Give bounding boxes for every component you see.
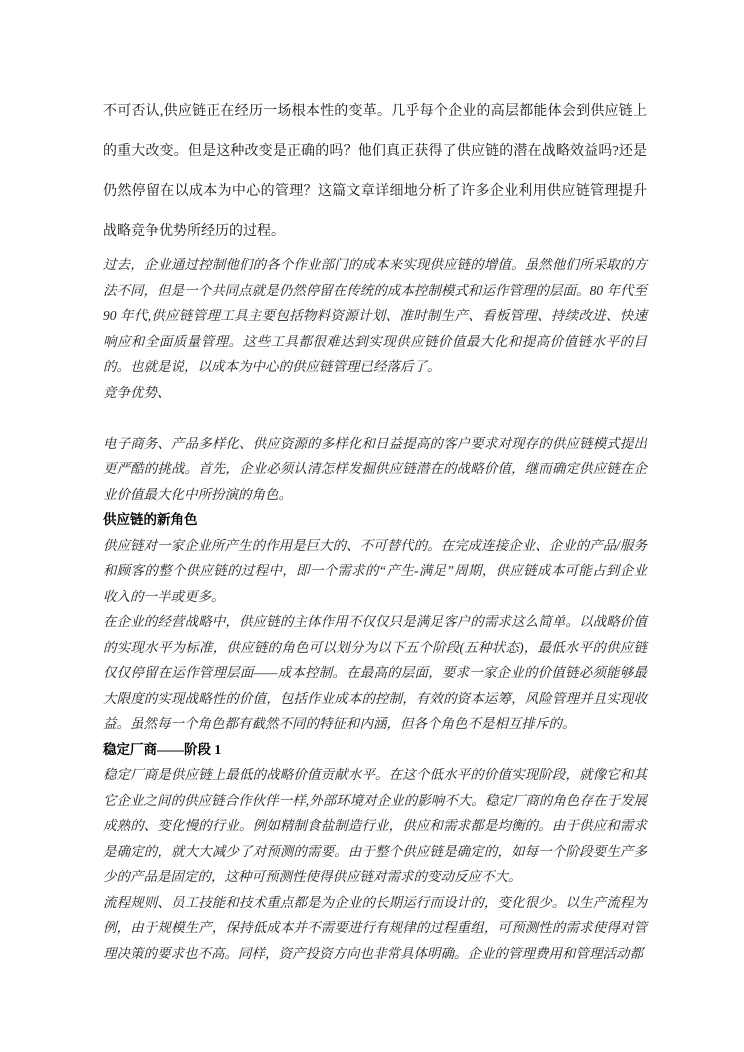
document-body	[103, 92, 647, 966]
paragraph: 在企业的经营战略中，供应链的主体作用不仅仅只是满足客户的需求这么简单。以战略价值的实现水平为标准，供应链的角色可以划分为以下五个阶段(五种状态)，最低水平的供应链仅仅停留在运作管理层面——成本控制。在最高的层面，要求一家企业的价值链必须能够最大限度的实现战略性的价值，包括作业成本的控制，有效的资本运筹，风险管理并且实现收益。虽然每一个角色都有截然不同的特征和内涵，但各个角色不是相互排斥的。	[103, 614, 647, 731]
paragraph: 稳定厂商是供应链上最低的战略价值贡献水平。在这个低水平的价值实现阶段，就像它和其它企业之间的供应链合作伙伴一样,外部环境对企业的影响不大。稳定厂商的角色存在于发展成熟的、变化慢的行业。例如精制食盐制造行业，供应和需求都是均衡的。由于供应和需求是确定的，就大大减少了对预测的需要。由于整个供应链是确定的，如每一个阶段要生产多少的产品是固定的，这种可预测性使得供应链对需求的变动反应不大。	[103, 767, 647, 884]
paragraph: 竞争优势、	[103, 384, 171, 400]
paragraph: 流程规则、员工技能和技术重点都是为企业的长期运行而设计的，变化很少。以生产流程为例，由于规模生产，保持低成本并不需要进行有规律的过程重组，可预测性的需求使得对管理决策的要求也不高。同样，资产投资方向也非常具体明确。企业的管理费用和管理活动都	[103, 894, 647, 961]
section-heading: 供应链的新角色	[103, 512, 198, 527]
paragraph: 供应链对一家企业所产生的作用是巨大的、不可替代的。在完成连接企业、企业的产品/服务和顾客的整个供应链的过程中，即一个需求的“产生-满足”周期，供应链成本可能占到企业收入的一半或更多。	[103, 537, 647, 604]
blank-line	[103, 405, 647, 431]
intro-paragraph: 不可否认,供应链正在经历一场根本性的变革。几乎每个企业的高层都能体会到供应链上的重大改变。但是这种改变是正确的吗？他们真正获得了供应链的潜在战略效益吗?还是仍然停留在以成本为中心的管理？这篇文章详细地分析了许多企业利用供应链管理提升战略竞争优势所经历的过程。	[103, 104, 647, 239]
paragraph: 电子商务、产品多样化、供应资源的多样化和日益提高的客户要求对现存的供应链模式提出更严酷的挑战。首先，企业必须认清怎样发掘供应链潜在的战略价值，继而确定供应链在企业价值最大化中所扮演的角色。	[103, 435, 647, 502]
section-heading: 稳定厂商——阶段 1	[103, 741, 222, 757]
paragraph: 过去，企业通过控制他们的各个作业部门的成本来实现供应链的增值。虽然他们所采取的方法不同，但是一个共同点就是仍然停留在传统的成本控制模式和运作管理的层面。80 年代至 90 年代,供应链管理工具主要包括物料资源计划、准时制生产、看板管理、持续改进、快速响应和全面质量管理。这些工具都很难达到实现供应链价值最大化和提高价值链水平的目的。也就是说，以成本为中心的供应链管理已经落后了。	[103, 257, 647, 374]
